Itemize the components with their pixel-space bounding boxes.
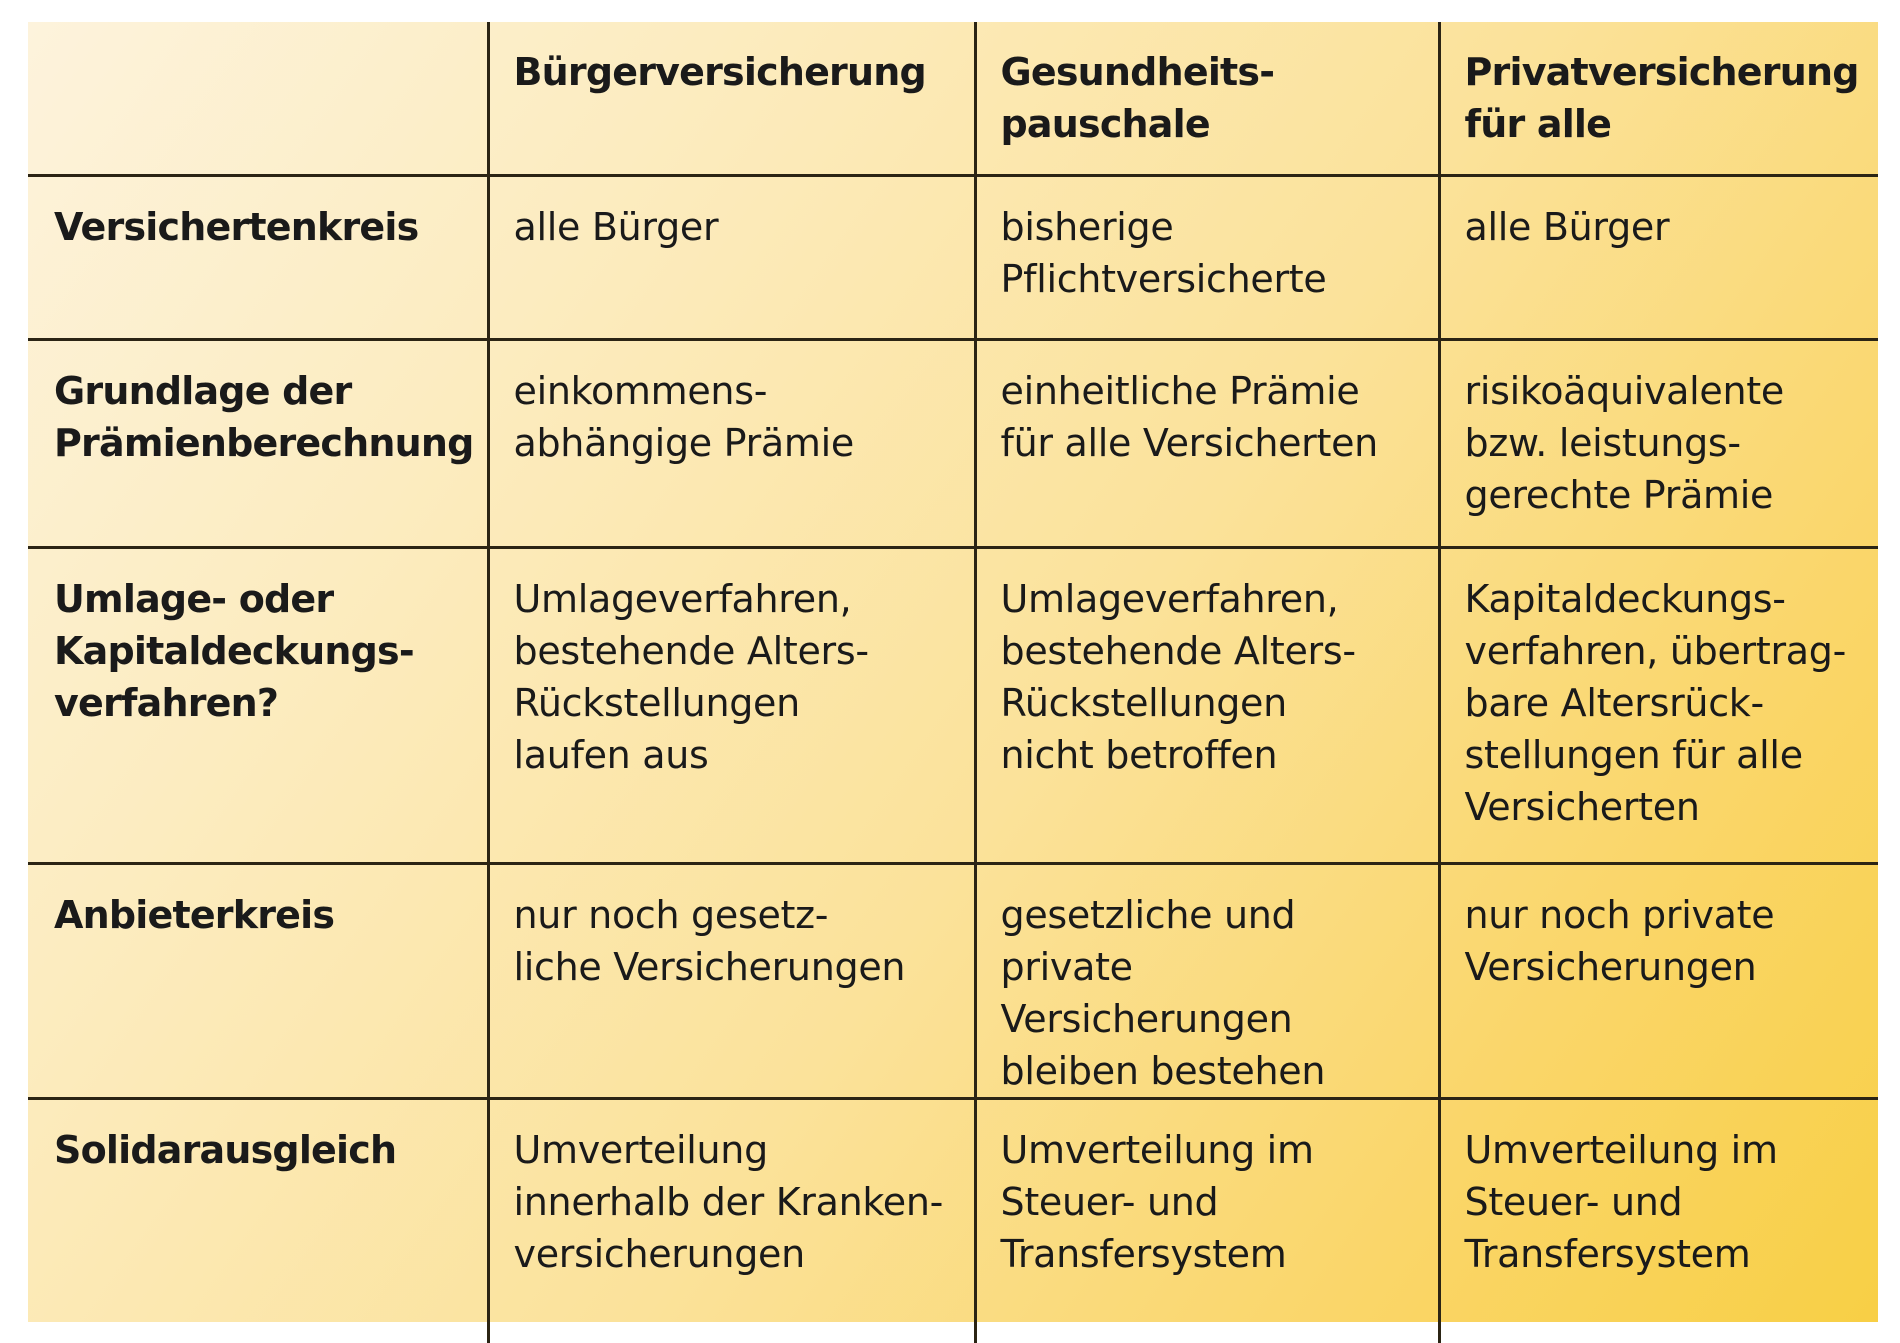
table-cell: Kapitaldeckungs- verfahren, übertrag- bare Altersrück- stellungen für alle Versicherten [1439, 547, 1878, 863]
row-label-praemienberechnung: Grundlage der Prämienberechnung [28, 339, 488, 547]
row-label-verfahren: Umlage- oder Kapitaldeckungs- verfahren? [28, 547, 488, 863]
table-cell: bisherige Pflichtversicherte [975, 175, 1439, 339]
table-row [28, 1098, 1878, 1343]
table-row [28, 339, 1878, 547]
table-cell: gesetzliche und private Versicherungen bleiben bestehen [975, 863, 1439, 1098]
header-gesundheitspauschale: Gesundheits- pauschale [975, 22, 1439, 175]
table-row [28, 547, 1878, 863]
row-label-solidarausgleich: Solidarausgleich [28, 1098, 488, 1343]
table-cell: Umverteilung innerhalb der Kranken- versicherungen [488, 1098, 975, 1343]
comparison-table [28, 22, 1878, 1343]
header-corner-cell [28, 22, 488, 175]
table-cell: Umverteilung im Steuer- und Transfersystem [975, 1098, 1439, 1343]
table-row [28, 175, 1878, 339]
table-cell: einkommens- abhängige Prämie [488, 339, 975, 547]
header-privatversicherung: Privatversicherung für alle [1439, 22, 1878, 175]
table-cell: Umverteilung im Steuer- und Transfersystem [1439, 1098, 1878, 1343]
header-buergerversicherung: Bürgerversicherung [488, 22, 975, 175]
row-label-anbieterkreis: Anbieterkreis [28, 863, 488, 1098]
table-cell: Umlageverfahren, bestehende Alters- Rückstellungen laufen aus [488, 547, 975, 863]
header-row [28, 22, 1878, 175]
table-cell: nur noch gesetz- liche Versicherungen [488, 863, 975, 1098]
table-row [28, 863, 1878, 1098]
table-cell: risikoäquivalente bzw. leistungs- gerechte Prämie [1439, 339, 1878, 547]
table-cell: alle Bürger [488, 175, 975, 339]
table-cell: nur noch private Versicherungen [1439, 863, 1878, 1098]
table-cell: alle Bürger [1439, 175, 1878, 339]
table-cell: einheitliche Prämie für alle Versicherten [975, 339, 1439, 547]
table-cell: Umlageverfahren, bestehende Alters- Rückstellungen nicht betroffen [975, 547, 1439, 863]
row-label-versichertenkreis: Versichertenkreis [28, 175, 488, 339]
